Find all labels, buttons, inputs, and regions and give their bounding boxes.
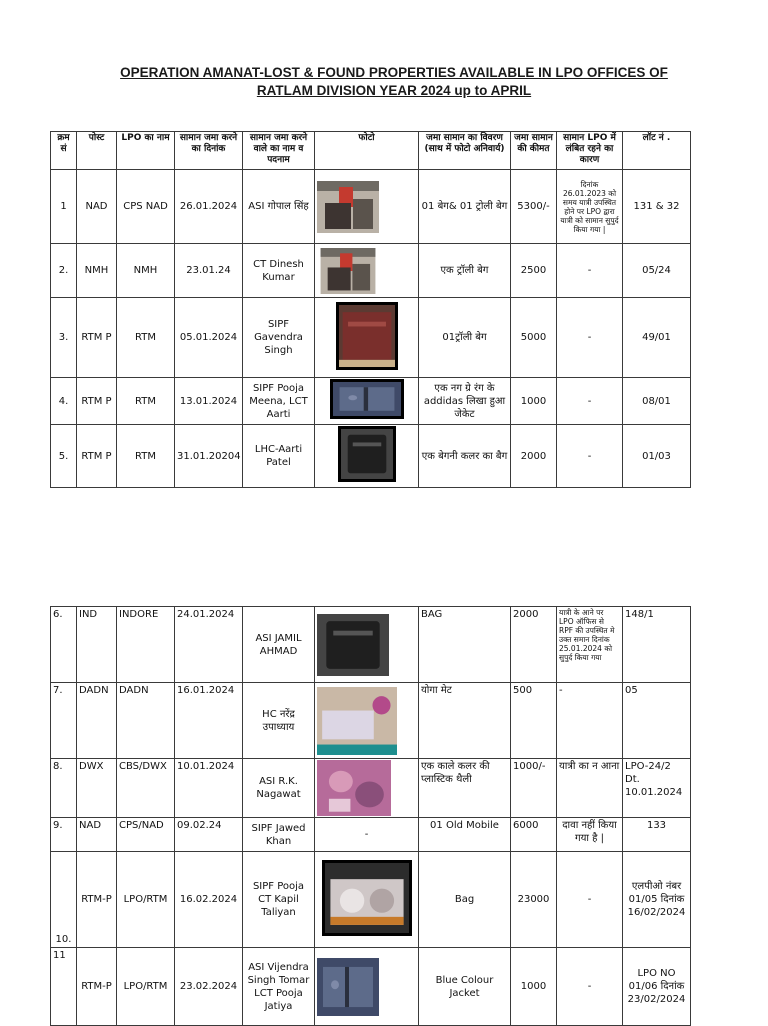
cell-reason: - <box>557 378 623 425</box>
cell-value: 2500 <box>511 244 557 298</box>
table-row <box>51 759 691 818</box>
cell-lpo: NMH <box>117 244 175 298</box>
cell-sno: 6. <box>51 607 77 683</box>
jacket-photo <box>333 382 401 416</box>
cell-reason: यात्री के आने पर LPO ऑफिस से RPF की उपस्थित मे उक्त समान दिनांक 25.01.2024 को सुपुर्द किया गया <box>557 607 623 683</box>
cell-depositor: ASI JAMIL AHMAD <box>243 607 315 683</box>
cell-sno: 7. <box>51 683 77 759</box>
table-row <box>51 818 691 852</box>
cell-depositor: HC नरेंद्र उपाध्याय <box>243 683 315 759</box>
cell-value: 1000 <box>511 378 557 425</box>
cell-lot: 08/01 <box>623 378 691 425</box>
cell-value: 2000 <box>511 607 557 683</box>
header-sno: क्रम सं <box>51 132 77 170</box>
cell-desc: एक बेगनी कलर का बैग <box>419 425 511 488</box>
table-row <box>51 607 691 683</box>
cell-sno: 5. <box>51 425 77 488</box>
cell-desc: BAG <box>419 607 511 683</box>
table-row <box>51 378 691 425</box>
cell-photo <box>315 683 419 759</box>
cell-reason: - <box>557 244 623 298</box>
cell-reason: - <box>557 683 623 759</box>
cell-desc: एक ट्रॉली बेग <box>419 244 511 298</box>
cell-sno: 3. <box>51 298 77 378</box>
cell-depositor: SIPF Pooja CT Kapil Taliyan <box>243 852 315 948</box>
cell-photo: - <box>315 818 419 852</box>
yoga-mat-photo <box>317 687 397 755</box>
table-row <box>51 244 691 298</box>
cell-date: 23.01.24 <box>175 244 243 298</box>
bag-photo <box>317 614 389 676</box>
page-title <box>60 64 728 100</box>
cell-sno: 8. <box>51 759 77 818</box>
table-row <box>51 852 691 948</box>
cell-lpo: LPO/RTM <box>117 948 175 1026</box>
cell-reason: - <box>557 298 623 378</box>
header-lot: लॉट नं . <box>623 132 691 170</box>
bag-photo <box>341 429 393 479</box>
cell-post: IND <box>77 607 117 683</box>
cell-post: DWX <box>77 759 117 818</box>
cell-reason: दिनांक 26.01.2023 को समय यात्री उपस्थित होने पर LPO द्वारा यात्री को सामान सुपुर्द किया गया | <box>557 170 623 244</box>
cell-value: 6000 <box>511 818 557 852</box>
cell-sno: 2. <box>51 244 77 298</box>
cell-value: 23000 <box>511 852 557 948</box>
cell-depositor: CT Dinesh Kumar <box>243 244 315 298</box>
cell-date: 23.02.2024 <box>175 948 243 1026</box>
cell-photo <box>315 425 419 488</box>
cell-lot: 131 & 32 <box>623 170 691 244</box>
header-desc: जमा सामान का विवरण (साथ में फोटो अनिवार्य) <box>419 132 511 170</box>
cell-lpo: INDORE <box>117 607 175 683</box>
title-line-1: OPERATION AMANAT-LOST & FOUND PROPERTIES AVAILABLE IN LPO OFFICES OF <box>120 65 668 80</box>
cell-desc: 01 Old Mobile <box>419 818 511 852</box>
cell-post: DADN <box>77 683 117 759</box>
cell-depositor: LHC-Aarti Patel <box>243 425 315 488</box>
properties-table-2 <box>50 606 691 1026</box>
header-value: जमा सामान की कीमत <box>511 132 557 170</box>
cell-date: 16.01.2024 <box>175 683 243 759</box>
cell-lot: एलपीओ नंबर 01/05 दिनांक 16/02/2024 <box>623 852 691 948</box>
cell-photo <box>315 948 419 1026</box>
table-row <box>51 948 691 1026</box>
bag-photo <box>325 863 409 933</box>
cell-lpo: RTM <box>117 378 175 425</box>
cell-depositor: ASI गोपाल सिंह <box>243 170 315 244</box>
cell-lpo: CPS/NAD <box>117 818 175 852</box>
cell-lot: 49/01 <box>623 298 691 378</box>
cell-photo <box>315 170 419 244</box>
cell-lot: 01/03 <box>623 425 691 488</box>
header-reason: सामान LPO में लंबित रहने का कारण <box>557 132 623 170</box>
cell-photo <box>315 244 419 298</box>
cell-lot: LPO NO 01/06 दिनांक 23/02/2024 <box>623 948 691 1026</box>
jacket-photo <box>317 958 379 1016</box>
cell-value: 5000 <box>511 298 557 378</box>
cell-lpo: RTM <box>117 425 175 488</box>
cell-post: RTM-P <box>77 852 117 948</box>
cell-date: 09.02.24 <box>175 818 243 852</box>
cell-depositor: SIPF Gavendra Singh <box>243 298 315 378</box>
cell-sno: 10. <box>51 852 77 948</box>
cell-desc: 01 बेग& 01 ट्रोली बेग <box>419 170 511 244</box>
cell-desc: Bag <box>419 852 511 948</box>
cell-desc: एक नग ग्रे रंग के addidas लिखा हुआ जेकेट <box>419 378 511 425</box>
cell-lot: 05/24 <box>623 244 691 298</box>
cell-value: 1000/- <box>511 759 557 818</box>
cell-depositor: SIPF Jawed Khan <box>243 818 315 852</box>
cell-value: 1000 <box>511 948 557 1026</box>
cell-post: RTM P <box>77 425 117 488</box>
cell-date: 16.02.2024 <box>175 852 243 948</box>
table-header-row <box>51 132 691 170</box>
bag-photo <box>339 305 395 367</box>
cell-lot: 148/1 <box>623 607 691 683</box>
cell-depositor: ASI Vijendra Singh Tomar LCT Pooja Jatiya <box>243 948 315 1026</box>
header-photo: फोटो <box>315 132 419 170</box>
cell-desc: Blue Colour Jacket <box>419 948 511 1026</box>
cell-desc: 01ट्रॉली बेग <box>419 298 511 378</box>
cell-reason: - <box>557 852 623 948</box>
header-lpo: LPO का नाम <box>117 132 175 170</box>
header-post: पोस्ट <box>77 132 117 170</box>
cell-date: 31.01.20204 <box>175 425 243 488</box>
cell-date: 24.01.2024 <box>175 607 243 683</box>
cell-sno: 11 <box>51 948 77 1026</box>
plastic-bag-photo <box>317 760 391 816</box>
cell-reason: दावा नहीं किया गया है | <box>557 818 623 852</box>
cell-photo <box>315 298 419 378</box>
cell-post: NMH <box>77 244 117 298</box>
cell-date: 26.01.2024 <box>175 170 243 244</box>
cell-date: 13.01.2024 <box>175 378 243 425</box>
cell-reason: - <box>557 425 623 488</box>
cell-photo <box>315 378 419 425</box>
cell-post: RTM P <box>77 378 117 425</box>
cell-sno: 1 <box>51 170 77 244</box>
header-date: सामान जमा करने का दिनांक <box>175 132 243 170</box>
cell-date: 05.01.2024 <box>175 298 243 378</box>
header-depositor: सामान जमा करने वाले का नाम व पदनाम <box>243 132 315 170</box>
table-row <box>51 683 691 759</box>
cell-lpo: CBS/DWX <box>117 759 175 818</box>
cell-photo <box>315 759 419 818</box>
title-line-2: RATLAM DIVISION YEAR 2024 up to APRIL <box>256 83 532 98</box>
cell-desc: योगा मेट <box>419 683 511 759</box>
properties-table-1 <box>50 131 691 488</box>
cell-depositor: SIPF Pooja Meena, LCT Aarti <box>243 378 315 425</box>
table-row <box>51 425 691 488</box>
cell-desc: एक काले कलर की प्लास्टिक थैली <box>419 759 511 818</box>
trolley-bag-photo <box>317 248 379 294</box>
cell-lot: LPO-24/2 Dt. 10.01.2024 <box>623 759 691 818</box>
cell-lpo: DADN <box>117 683 175 759</box>
cell-value: 5300/- <box>511 170 557 244</box>
table-row <box>51 298 691 378</box>
trolley-bag-photo <box>317 181 379 233</box>
cell-lot: 05 <box>623 683 691 759</box>
cell-sno: 4. <box>51 378 77 425</box>
cell-photo <box>315 607 419 683</box>
cell-reason: - <box>557 948 623 1026</box>
cell-lpo: CPS NAD <box>117 170 175 244</box>
cell-post: NAD <box>77 170 117 244</box>
cell-sno: 9. <box>51 818 77 852</box>
cell-lot: 133 <box>623 818 691 852</box>
cell-date: 10.01.2024 <box>175 759 243 818</box>
cell-post: RTM-P <box>77 948 117 1026</box>
cell-value: 500 <box>511 683 557 759</box>
cell-lpo: RTM <box>117 298 175 378</box>
cell-depositor: ASI R.K. Nagawat <box>243 759 315 818</box>
cell-photo <box>315 852 419 948</box>
cell-value: 2000 <box>511 425 557 488</box>
cell-lpo: LPO/RTM <box>117 852 175 948</box>
cell-post: RTM P <box>77 298 117 378</box>
table-row <box>51 170 691 244</box>
cell-reason: यात्री का न आना <box>557 759 623 818</box>
cell-post: NAD <box>77 818 117 852</box>
